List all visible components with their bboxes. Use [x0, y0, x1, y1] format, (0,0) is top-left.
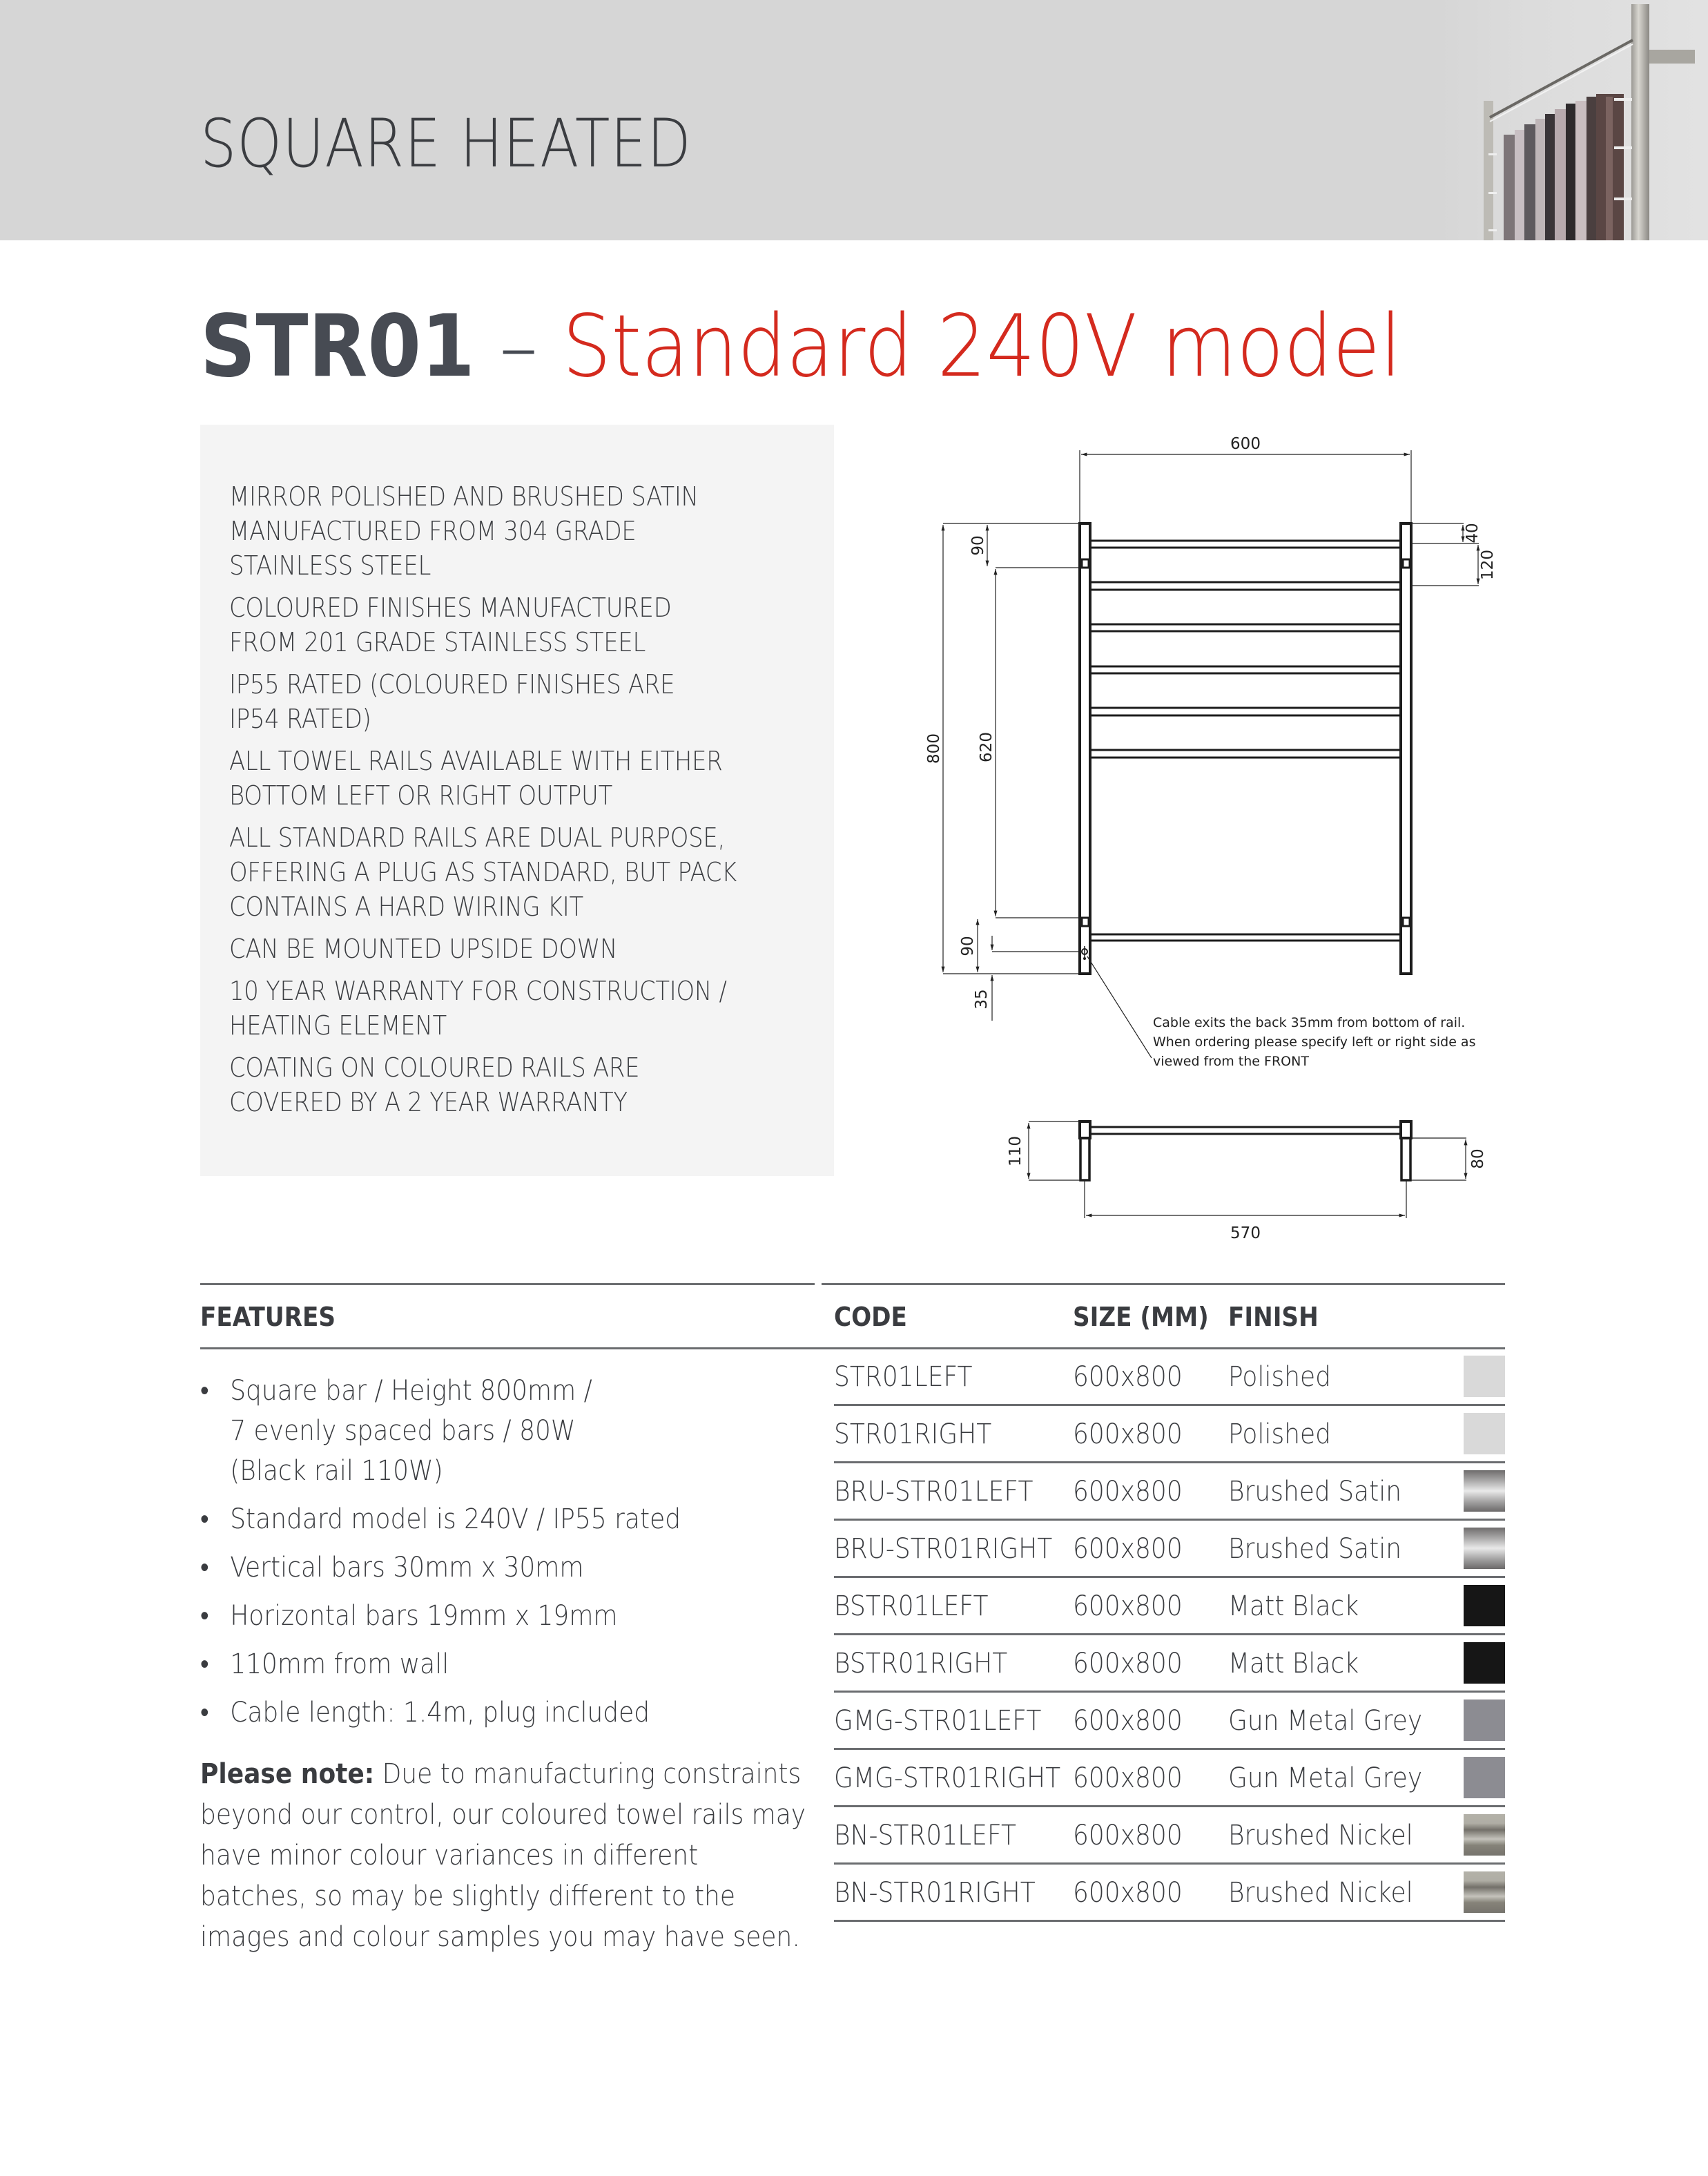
table-row — [834, 1463, 1505, 1521]
table-row — [834, 1578, 1505, 1635]
page-title: SQUARE HEATED — [200, 105, 692, 182]
spec-line: CAN BE MOUNTED UPSIDE DOWN — [229, 934, 618, 965]
cell-finish: Polished — [1228, 1361, 1332, 1393]
dim-bracket: 80 — [1469, 1148, 1487, 1169]
cell-size: 600x800 — [1073, 1762, 1183, 1794]
cell-size: 600x800 — [1073, 1476, 1183, 1508]
spec-item — [229, 744, 813, 813]
cell-finish: Matt Black — [1228, 1590, 1359, 1622]
towel-rail-photo-icon — [1436, 0, 1708, 240]
cell-size: 600x800 — [1073, 1820, 1183, 1851]
spec-line: IP54 RATED) — [229, 704, 371, 735]
cell-code: BSTR01LEFT — [834, 1590, 989, 1622]
cell-code: BN-STR01LEFT — [834, 1820, 1017, 1851]
feature-item: • Horizontal bars 19mm x 19mm — [200, 1596, 822, 1636]
feature-line: • Square bar / Height 800mm / — [230, 1375, 592, 1407]
feature-line: (Black rail 110W) — [230, 1455, 443, 1487]
spec-line: ALL TOWEL RAILS AVAILABLE WITH EITHER — [229, 746, 723, 777]
cell-finish: Gun Metal Grey — [1228, 1705, 1423, 1737]
front-view-drawing — [1080, 523, 1411, 974]
feature-line: 7 evenly spaced bars / 80W — [230, 1415, 576, 1447]
matt-black-swatch-icon — [1464, 1585, 1505, 1626]
dim-depth: 110 — [1007, 1136, 1025, 1166]
callout-line: viewed from the FRONT — [1153, 1054, 1309, 1069]
brushed-nickel-swatch-icon — [1464, 1814, 1505, 1856]
dim-right-spacing: 120 — [1479, 550, 1497, 580]
header-band — [0, 0, 1708, 240]
spec-line: MIRROR POLISHED AND BRUSHED SATIN — [229, 481, 699, 512]
spec-item — [229, 480, 813, 584]
cell-finish: Brushed Nickel — [1228, 1820, 1413, 1851]
spec-item — [229, 932, 813, 967]
top-view-drawing — [1080, 1121, 1411, 1180]
brushed-satin-swatch-icon — [1464, 1528, 1505, 1569]
feature-item: • Standard model is 240V / IP55 rated — [200, 1499, 822, 1539]
spec-line: BOTTOM LEFT OR RIGHT OUTPUT — [229, 780, 613, 811]
section-divider-top — [200, 1283, 815, 1285]
brushed-nickel-swatch-icon — [1464, 1871, 1505, 1913]
feature-item: • Cable length: 1.4m, plug included — [200, 1693, 822, 1733]
feature-item: • Vertical bars 30mm x 30mm — [200, 1548, 822, 1588]
cell-code: GMG-STR01LEFT — [834, 1705, 1042, 1737]
model-dash: – — [474, 297, 563, 396]
spec-line: CONTAINS A HARD WIRING KIT — [229, 892, 583, 923]
dim-span: 620 — [978, 732, 996, 762]
brushed-satin-swatch-icon — [1464, 1470, 1505, 1512]
dim-right-top: 40 — [1464, 523, 1482, 543]
top-view-labels — [1007, 1136, 1487, 1242]
spec-box — [200, 425, 834, 1176]
spec-line: MANUFACTURED FROM 304 GRADE — [229, 516, 637, 547]
cell-finish: Brushed Nickel — [1228, 1877, 1413, 1909]
callout-line: Cable exits the back 35mm from bottom of rail. — [1153, 1015, 1466, 1030]
matt-black-swatch-icon — [1464, 1642, 1505, 1684]
cell-finish: Brushed Satin — [1228, 1533, 1402, 1565]
dim-height: 800 — [925, 733, 943, 764]
cell-finish: Brushed Satin — [1228, 1476, 1402, 1508]
feature-item — [200, 1371, 822, 1491]
callout-line: When ordering please specify left or right side as — [1153, 1034, 1476, 1050]
cell-code: BSTR01RIGHT — [834, 1648, 1008, 1679]
spec-line: COATING ON COLOURED RAILS ARE — [229, 1052, 640, 1084]
cell-code: STR01RIGHT — [834, 1418, 992, 1450]
cell-size: 600x800 — [1073, 1418, 1183, 1450]
cell-finish: Gun Metal Grey — [1228, 1762, 1423, 1794]
features-header-divider — [200, 1347, 834, 1349]
product-table — [834, 1349, 1505, 1922]
spec-line: COVERED BY A 2 YEAR WARRANTY — [229, 1087, 628, 1118]
features-heading: FEATURES — [200, 1302, 336, 1332]
section-divider-top-table — [822, 1283, 1505, 1285]
technical-diagram — [918, 428, 1540, 1257]
table-row — [834, 1635, 1505, 1693]
table-row — [834, 1406, 1505, 1463]
cell-size: 600x800 — [1073, 1361, 1183, 1393]
polished-swatch-icon — [1464, 1356, 1505, 1397]
spec-line: 10 YEAR WARRANTY FOR CONSTRUCTION / — [229, 976, 727, 1007]
column-header-size: SIZE (MM) — [1073, 1302, 1209, 1332]
dim-width: 600 — [1230, 435, 1261, 453]
note-text: Due to manufacturing constraints beyond our control, our coloured towel rails may have minor colour variances in different batches, so may be slightly different to the images and colour samples you may have seen. — [200, 1758, 806, 1953]
column-header-finish: FINISH — [1228, 1302, 1319, 1332]
note-label: Please note: — [200, 1758, 375, 1790]
spec-item — [229, 591, 813, 660]
cell-code: BN-STR01RIGHT — [834, 1877, 1036, 1909]
cell-code: BRU-STR01LEFT — [834, 1476, 1033, 1508]
model-heading — [200, 297, 1402, 396]
table-row — [834, 1693, 1505, 1750]
spec-line: STAINLESS STEEL — [229, 550, 431, 581]
cell-size: 600x800 — [1073, 1590, 1183, 1622]
gun-metal-grey-swatch-icon — [1464, 1700, 1505, 1741]
table-row — [834, 1865, 1505, 1922]
spec-line: ALL STANDARD RAILS ARE DUAL PURPOSE, — [229, 822, 725, 854]
cell-size: 600x800 — [1073, 1877, 1183, 1909]
spec-line: FROM 201 GRADE STAINLESS STEEL — [229, 627, 646, 658]
model-code: STR01 — [200, 297, 475, 396]
table-row — [834, 1807, 1505, 1865]
spec-item — [229, 974, 813, 1043]
dim-bottom-offset: 90 — [959, 936, 977, 956]
table-row — [834, 1521, 1505, 1578]
column-header-code: CODE — [834, 1302, 907, 1332]
cell-code: STR01LEFT — [834, 1361, 973, 1393]
cell-finish: Matt Black — [1228, 1648, 1359, 1679]
model-name: Standard 240V model — [562, 297, 1402, 396]
spec-item — [229, 668, 813, 737]
spec-item — [229, 821, 813, 925]
features-list — [200, 1371, 822, 1741]
cell-size: 600x800 — [1073, 1533, 1183, 1565]
gun-metal-grey-swatch-icon — [1464, 1757, 1505, 1798]
cell-code: BRU-STR01RIGHT — [834, 1533, 1053, 1565]
cell-size: 600x800 — [1073, 1648, 1183, 1679]
feature-item: • 110mm from wall — [200, 1644, 822, 1684]
cell-size: 600x800 — [1073, 1705, 1183, 1737]
spec-line: OFFERING A PLUG AS STANDARD, BUT PACK — [229, 857, 737, 888]
dim-centers: 570 — [1230, 1224, 1261, 1242]
cable-callout — [1153, 1015, 1475, 1069]
polished-swatch-icon — [1464, 1413, 1505, 1454]
dim-top-offset: 90 — [969, 535, 987, 556]
spec-line: IP55 RATED (COLOURED FINISHES ARE — [229, 669, 675, 700]
spec-line: HEATING ELEMENT — [229, 1010, 447, 1041]
cell-finish: Polished — [1228, 1418, 1332, 1450]
spec-item — [229, 1051, 813, 1120]
table-row — [834, 1750, 1505, 1807]
table-row — [834, 1349, 1505, 1406]
cell-code: GMG-STR01RIGHT — [834, 1762, 1061, 1794]
spec-line: COLOURED FINISHES MANUFACTURED — [229, 593, 672, 624]
please-note — [200, 1754, 808, 1958]
dim-cable-offset: 35 — [973, 989, 991, 1010]
